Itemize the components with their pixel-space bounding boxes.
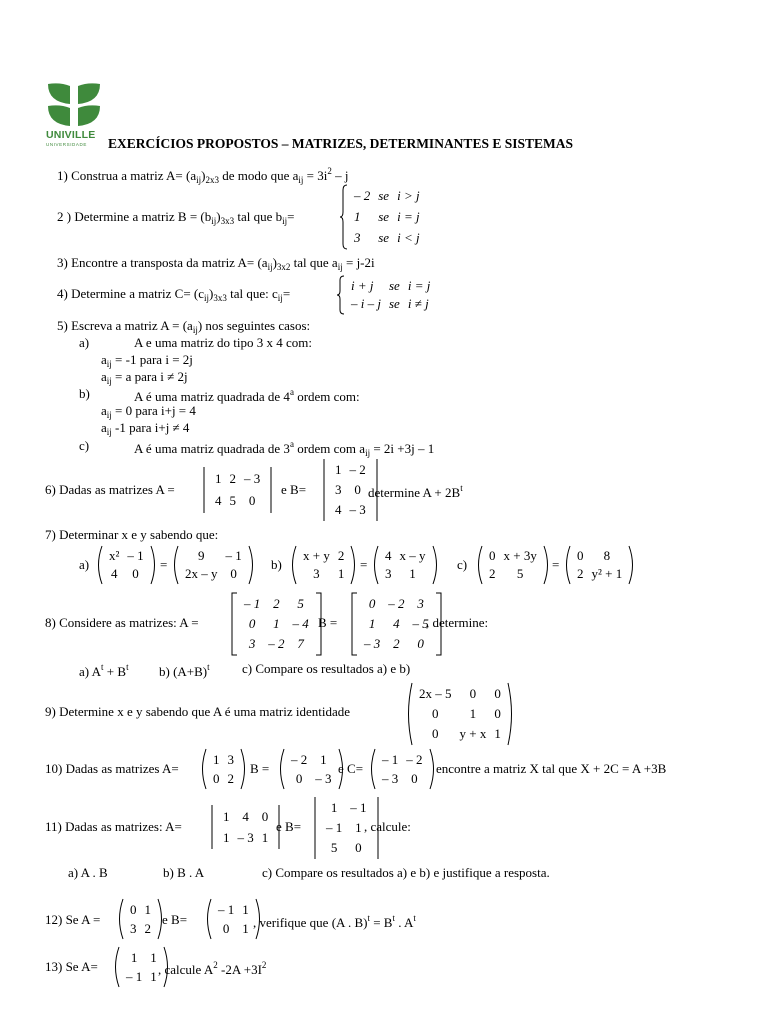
q11-part-b: b) B . A	[163, 865, 205, 880]
matrix-cell: 4	[215, 493, 222, 508]
q7-b-left	[288, 545, 359, 585]
matrix-cell: 3	[417, 596, 424, 611]
matrix-cell: 2	[144, 920, 151, 936]
matrix-cell: – 1	[382, 751, 399, 767]
left-delimiter	[349, 592, 358, 656]
q7-c-right	[562, 545, 637, 585]
case-cell: i = j	[397, 208, 420, 224]
matrix-cell: 0	[230, 566, 237, 581]
matrix-cell: – 1	[126, 968, 143, 984]
q11-part-c: c) Compare os resultados a) e b) e justifique a resposta.	[262, 865, 550, 880]
matrix-cell: 1	[223, 808, 230, 824]
matrix-cell: 0	[368, 596, 376, 611]
left-delimiter	[288, 545, 297, 585]
question-9: 9) Determine x e y sabendo que A é uma matriz identidade	[45, 704, 351, 719]
left-delimiter	[94, 545, 103, 585]
matrix-cell: – 3	[315, 770, 332, 786]
matrix-cell: 3	[130, 920, 137, 936]
matrix-cell: – 1	[244, 596, 261, 611]
q5-a-line2: $a_{ij} = a$ para i ≠ 2j	[101, 369, 188, 386]
left-delimiter	[311, 796, 320, 860]
page-title: EXERCÍCIOS PROPOSTOS – MATRIZES, DETERMINANTES E SISTEMAS	[108, 136, 573, 151]
matrix-cell: 7	[297, 636, 304, 651]
question-2: 2 ) Determine a matriz $B = (b_{ij})_{3x3}$ tal que $b_{ij}=$	[57, 209, 295, 226]
case-cell: i ≠ j	[407, 296, 429, 311]
right-delimiter	[507, 682, 516, 746]
matrix-cell: – 4	[292, 616, 309, 631]
q8-instruction: , determine:	[426, 615, 489, 630]
matrix-cell: – 1	[326, 820, 343, 835]
q5-c-label: c)	[79, 438, 90, 453]
logo-subtitle: UNIVERSIDADE	[46, 142, 87, 147]
q12-matrix-a	[115, 898, 166, 940]
left-delimiter	[320, 458, 329, 522]
question-6: 6) Dadas as matrizes A =	[45, 482, 175, 497]
case-cell: – 2	[354, 188, 371, 204]
matrix-cell: 2	[227, 770, 234, 786]
left-delimiter	[404, 682, 413, 746]
case-cell: – i – j	[351, 296, 381, 311]
left-brace	[336, 275, 345, 315]
q7-a-right	[170, 545, 257, 585]
q10-matrix-a	[198, 748, 249, 790]
matrix-cell: – 3	[237, 829, 254, 845]
case-cell: i < j	[397, 229, 420, 245]
q7-a-equals: =	[160, 557, 168, 572]
matrix-cell: 2	[337, 548, 345, 563]
right-delimiter	[248, 545, 257, 585]
matrix-cell: 0	[222, 920, 230, 936]
q5-b-line1: $a_{ij} = 0$ para i+j = 4	[101, 403, 196, 420]
left-delimiter	[115, 898, 124, 940]
matrix-cell: 0	[132, 566, 139, 581]
matrix-cell: – 2	[291, 751, 308, 767]
matrix-cell: x²	[109, 548, 120, 563]
question-11: 11) Dadas as matrizes: A=	[45, 819, 182, 834]
matrix-cell: – 5	[412, 616, 429, 631]
matrix-cell: 1	[494, 726, 501, 741]
question-5: 5) Escreva a matriz $A = (a_{ij})$ nos seguintes casos:	[57, 318, 311, 335]
question-13: 13) Se A=	[45, 959, 98, 974]
q7-b-label: b)	[271, 557, 282, 572]
case-cell: se	[378, 188, 390, 204]
left-delimiter	[367, 748, 376, 790]
q8-b-label: B =	[318, 615, 338, 630]
q11-part-a: a) A . B	[68, 865, 108, 880]
right-delimiter	[543, 545, 552, 585]
left-delimiter	[276, 748, 285, 790]
question-1: 1) Construa a matriz $A= (a_{ij})_{2x3}$ de modo que $a_{ij} = 3i^2 - j$	[57, 166, 349, 185]
case-cell: 3	[354, 229, 361, 245]
q8-part-c: c) Compare os resultados a) e b)	[242, 661, 411, 676]
matrix-cell: 0	[411, 770, 418, 786]
q5-a-label: a)	[79, 335, 90, 350]
left-delimiter	[562, 545, 571, 585]
q7-a-label: a)	[79, 557, 90, 572]
right-delimiter	[266, 466, 275, 514]
matrix-cell: 0	[489, 548, 496, 563]
matrix-cell: 1	[261, 829, 269, 845]
case-cell: i = j	[407, 278, 431, 293]
matrix-cell: 2	[489, 566, 496, 581]
question-12: 12) Se A =	[45, 912, 101, 927]
q5-a-text: A e uma matriz do tipo 3 x 4 com:	[134, 335, 312, 350]
q10-matrix-b	[276, 748, 347, 790]
question-10: 10) Dadas as matrizes A=	[45, 761, 179, 776]
case-cell: se	[378, 208, 390, 224]
matrix-cell: 1	[330, 800, 338, 815]
right-delimiter	[240, 748, 249, 790]
q10-c-label: e C=	[338, 761, 364, 776]
q7-b-equals: =	[360, 557, 368, 572]
q11-and: e B=	[276, 819, 302, 834]
matrix-cell: x – y	[399, 548, 426, 563]
question-3: 3) Encontre a transposta da matriz $A= (a_{ij})_{3x2}$ tal que $a_{ij} = j-2i$	[57, 255, 375, 272]
matrix-cell: 1	[213, 751, 220, 767]
matrix-cell: 0	[432, 706, 439, 721]
case-cell: se	[388, 296, 400, 311]
q13-instruction: , calcule $A^2$ $-2A +3I^2$	[158, 960, 267, 977]
q8-part-a: a) $A^t + B^t$	[79, 662, 129, 679]
left-delimiter	[200, 466, 209, 514]
matrix-cell: 1	[150, 949, 157, 965]
matrix-cell: – 2	[268, 636, 285, 651]
matrix-cell: 5	[516, 566, 524, 581]
q7-c-left	[474, 545, 552, 585]
matrix-cell: 4	[393, 616, 400, 631]
matrix-cell: 0	[213, 770, 220, 786]
left-delimiter	[203, 898, 212, 940]
matrix-cell: 8	[603, 548, 611, 563]
q8-matrix-a	[229, 592, 324, 656]
matrix-cell: 1	[368, 616, 376, 631]
matrix-cell: 0	[248, 616, 256, 631]
matrix-cell: – 2	[349, 462, 366, 477]
matrix-cell: 2	[393, 636, 400, 651]
q12-instruction: , verifique que (A . $B)^t = B^t$ . $A^t$	[253, 913, 416, 930]
matrix-cell: 5	[229, 493, 236, 508]
matrix-cell: 0	[417, 636, 424, 651]
left-delimiter	[208, 804, 217, 850]
left-delimiter	[474, 545, 483, 585]
right-delimiter	[432, 545, 441, 585]
matrix-cell: 2x – y	[185, 566, 218, 581]
matrix-cell: – 3	[382, 770, 399, 786]
matrix-cell: 3	[385, 566, 392, 581]
case-cell: i > j	[397, 188, 420, 204]
left-delimiter	[370, 545, 379, 585]
matrix-cell: 3	[227, 751, 234, 767]
q8-part-b: b) $(A+B)^t$	[159, 662, 210, 679]
question-4: 4) Determine a matriz $C= (c_{ij})_{3x3}$ tal que: $c_{ij}=$	[57, 286, 291, 303]
q6-matrix-a	[200, 466, 275, 514]
matrix-cell: 2x – 5	[419, 686, 452, 701]
matrix-cell: 1	[242, 901, 249, 917]
matrix-cell: 1	[355, 820, 362, 835]
case-cell: i + j	[351, 278, 374, 293]
q7-c-label: c)	[457, 557, 468, 572]
q4-piecewise	[336, 275, 436, 315]
q6-instruction: determine $A + 2B^t$	[368, 483, 463, 500]
matrix-cell: 5	[297, 596, 304, 611]
matrix-cell: 3	[248, 636, 256, 651]
question-8: 8) Considere as matrizes: A =	[45, 615, 199, 630]
matrix-cell: 0	[130, 901, 137, 917]
q7-b-right	[370, 545, 441, 585]
q5-a-line1: $a_{ij} = -1$ para i = 2j	[101, 352, 193, 369]
left-delimiter	[229, 592, 238, 656]
matrix-cell: 0	[577, 548, 584, 563]
q10-instruction: encontre a matriz X tal que X + 2C = A +3B	[436, 761, 667, 776]
q5-b-label: b)	[79, 386, 90, 401]
matrix-cell: 1	[273, 616, 280, 631]
q11-matrix-a	[208, 804, 283, 850]
q2-piecewise	[339, 184, 426, 250]
left-delimiter	[198, 748, 207, 790]
logo-name: UNIVILLE	[46, 129, 96, 141]
question-7: 7) Determinar x e y sabendo que:	[45, 527, 219, 542]
matrix-cell: 1	[215, 471, 222, 486]
matrix-cell: 3	[335, 482, 342, 497]
matrix-cell: 1	[242, 920, 249, 936]
matrix-cell: – 3	[349, 502, 366, 517]
matrix-cell: 2	[577, 566, 584, 581]
matrix-cell: – 1	[350, 800, 367, 815]
right-delimiter	[628, 545, 637, 585]
matrix-cell: 5	[330, 840, 338, 855]
right-delimiter	[150, 545, 159, 585]
matrix-cell: 1	[409, 566, 416, 581]
case-cell: 1	[354, 208, 361, 224]
q5-b-line2: $a_{ij}$ -1 para i+j ≠ 4	[101, 420, 190, 437]
left-brace	[339, 184, 348, 250]
matrix-cell: 0	[432, 726, 439, 741]
case-cell: se	[378, 229, 390, 245]
matrix-cell: 2	[229, 471, 236, 486]
q7-c-equals: =	[552, 557, 560, 572]
left-delimiter	[111, 946, 120, 988]
matrix-cell: 1	[150, 968, 157, 984]
matrix-cell: 0	[261, 808, 269, 824]
matrix-cell: – 2	[406, 751, 423, 767]
matrix-cell: 1	[223, 829, 230, 845]
matrix-cell: 1	[335, 462, 342, 477]
q10-matrix-c	[367, 748, 438, 790]
matrix-cell: 1	[130, 949, 138, 965]
q5-c-text: A é uma matriz quadrada de 3$^a$ ordem com $a_{ij} = 2i +3j - 1$	[134, 439, 435, 458]
q11-instruction: , calcule:	[364, 819, 411, 834]
matrix-cell: – 2	[388, 596, 405, 611]
q6-and: e B=	[281, 482, 307, 497]
matrix-cell: 1	[144, 901, 151, 917]
matrix-cell: – 1	[127, 548, 144, 563]
right-delimiter	[350, 545, 359, 585]
matrix-cell: 1	[337, 566, 345, 581]
matrix-cell: 3	[313, 566, 320, 581]
q7-a-left	[94, 545, 159, 585]
matrix-cell: 0	[494, 706, 501, 721]
q9-matrix-a	[404, 682, 516, 746]
matrix-cell: x + 3y	[503, 548, 537, 563]
matrix-cell: – 3	[364, 636, 381, 651]
matrix-cell: 9	[198, 548, 205, 563]
q12-and: e B=	[162, 912, 188, 927]
matrix-cell: 0	[248, 493, 256, 508]
q5-b-text: A é uma matriz quadrada de 4$^a$ ordem com:	[134, 387, 360, 404]
matrix-cell: y² + 1	[591, 566, 623, 581]
matrix-cell: 0	[354, 482, 361, 497]
q10-b-label: B =	[250, 761, 270, 776]
left-delimiter	[170, 545, 179, 585]
matrix-cell: 0	[295, 770, 303, 786]
matrix-cell: – 3	[244, 471, 261, 486]
matrix-cell: 4	[110, 566, 118, 581]
matrix-cell: 4	[385, 548, 392, 563]
matrix-cell: x + y	[303, 548, 330, 563]
matrix-cell: 0	[469, 686, 477, 701]
matrix-cell: 0	[494, 686, 501, 701]
matrix-cell: 2	[273, 596, 280, 611]
matrix-cell: – 1	[218, 901, 235, 917]
case-cell: se	[388, 278, 400, 293]
matrix-cell: y + x	[459, 726, 487, 741]
matrix-cell: – 1	[225, 548, 242, 563]
matrix-cell: 1	[469, 706, 477, 721]
matrix-cell: 4	[335, 502, 342, 517]
matrix-cell: 4	[242, 808, 249, 824]
matrix-cell: 0	[355, 840, 362, 855]
matrix-cell: 1	[320, 751, 327, 767]
